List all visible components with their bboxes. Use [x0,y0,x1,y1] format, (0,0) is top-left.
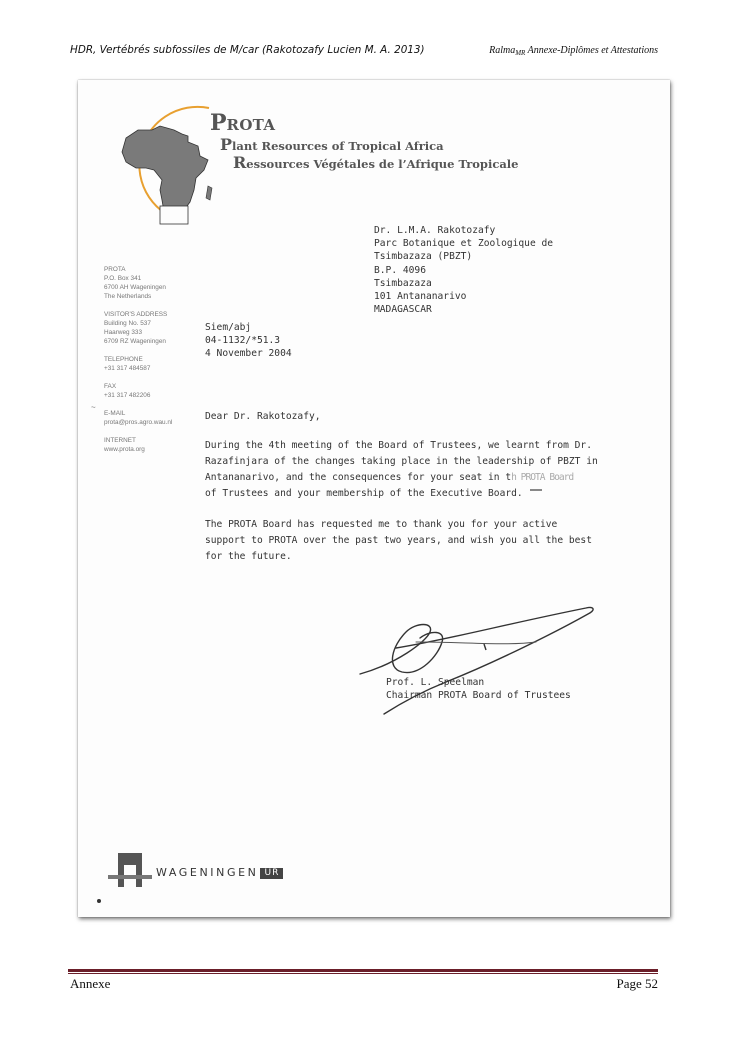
sidebar-line: P.O. Box 341 [104,275,142,282]
signatory-name: Prof. L. Speelman [386,677,485,688]
address-line: B.P. 4096 [374,264,426,276]
header-title: HDR, Vertébrés subfossiles de M/car (Rakotozafy Lucien M. A. 2013) [70,44,425,56]
wageningen-name: WAGENINGEN [156,866,259,879]
letter-paragraph-2 [205,517,592,565]
letter-line: support to PROTA over the past two years, and wish you all the best [205,535,592,546]
sidebar-line: FAX [104,383,117,390]
letter-line: of Trustees and your membership of the Executive Board. [205,488,523,499]
letter-line [205,470,598,486]
reference-block [205,321,292,361]
scan-speck [97,899,101,903]
faded-text: h PROTA Board [511,472,574,483]
sidebar-line: www.prota.org [104,446,145,453]
wageningen-wordmark [156,866,283,879]
address-line: MADAGASCAR [374,304,432,316]
sidebar-line: INTERNET [104,437,136,444]
sidebar-line: +31 317 484587 [104,365,151,372]
handwritten-signature [356,602,606,722]
letterhead-title-rest: ROTA [226,116,276,134]
sidebar-fax [104,382,172,400]
letterhead-french-initial: R [233,153,247,172]
footer-section: Annexe [70,976,111,991]
footer-rule-thin [68,973,658,974]
wageningen-building-icon [108,853,152,887]
sidebar-line: TELEPHONE [104,356,143,363]
letter-line: During the 4th meeting of the Board of Trustees, we learnt from Dr. [205,440,592,451]
sidebar-line: prota@pros.agro.wau.nl [104,419,173,426]
letterhead-english-initial: P [220,135,233,154]
reference-line: Siem/abj [205,322,252,333]
signatory-title: Chairman PROTA Board of Trustees [386,690,571,702]
letterhead-title [210,110,275,136]
reference-line: 04-1132/*51.3 [205,335,281,347]
sidebar-email [104,409,172,427]
header-section-main: Ralma [489,45,516,56]
recipient-address [374,224,553,316]
sidebar-internet [104,436,172,454]
sidebar-line: +31 317 482206 [104,392,151,399]
footer-rule [68,969,658,972]
sidebar-line: VISITOR'S ADDRESS [104,311,168,318]
sidebar-line: 6700 AH Wageningen [104,284,166,291]
letterhead-french [233,153,518,172]
letter-paragraph-1 [205,438,598,502]
sidebar-visitor-address [104,310,172,346]
sidebar-mark: ~ [91,403,96,412]
africa-map-logo [104,100,224,230]
letterhead-english [220,135,444,154]
footer-page-number: Page 52 [616,976,658,991]
scanned-letter [78,80,670,917]
page-header [70,44,658,60]
sidebar-line: The Netherlands [104,293,152,300]
letter-line: Razafinjara of the changes taking place in the leadership of PBZT in [205,456,598,467]
reference-line: 4 November 2004 [205,348,292,360]
signatory-block [386,676,571,702]
header-section-rest: Annexe-Diplômes et Attestations [525,45,658,56]
letterhead-french-rest: essources Végétales de l’Afrique Tropicale [246,157,519,171]
letter-line: The PROTA Board has requested me to thank you for your active [205,519,558,530]
header-section [489,45,658,57]
sidebar-org [104,265,172,301]
sidebar-line: Building No. 537 [104,320,151,327]
sidebar-line: PROTA [104,266,126,273]
letterhead-english-rest: lant Resources of Tropical Africa [232,139,444,153]
header-section-sub: MR [515,49,526,57]
address-line: Tsimbazaza (PBZT) [374,251,473,263]
address-line: Tsimbazaza [374,277,432,289]
address-line: Parc Botanique et Zoologique de [374,238,554,250]
sidebar-line: 6709 RZ Wageningen [104,338,166,345]
address-line: 101 Antananarivo [374,291,467,303]
ink-smudge [530,489,542,491]
sidebar-telephone [104,355,172,373]
sender-contact-sidebar [104,265,172,463]
sidebar-line: Haarweg 333 [104,329,143,336]
address-line: Dr. L.M.A. Rakotozafy [374,225,496,236]
sidebar-line: E-MAIL [104,410,126,417]
letter-line: for the future. [205,551,292,562]
salutation: Dear Dr. Rakotozafy, [205,411,321,422]
letter-line-text: Antananarivo, and the consequences for your seat in t [205,472,512,483]
ur-badge: UR [260,868,283,879]
letterhead-title-initial: P [210,110,227,136]
